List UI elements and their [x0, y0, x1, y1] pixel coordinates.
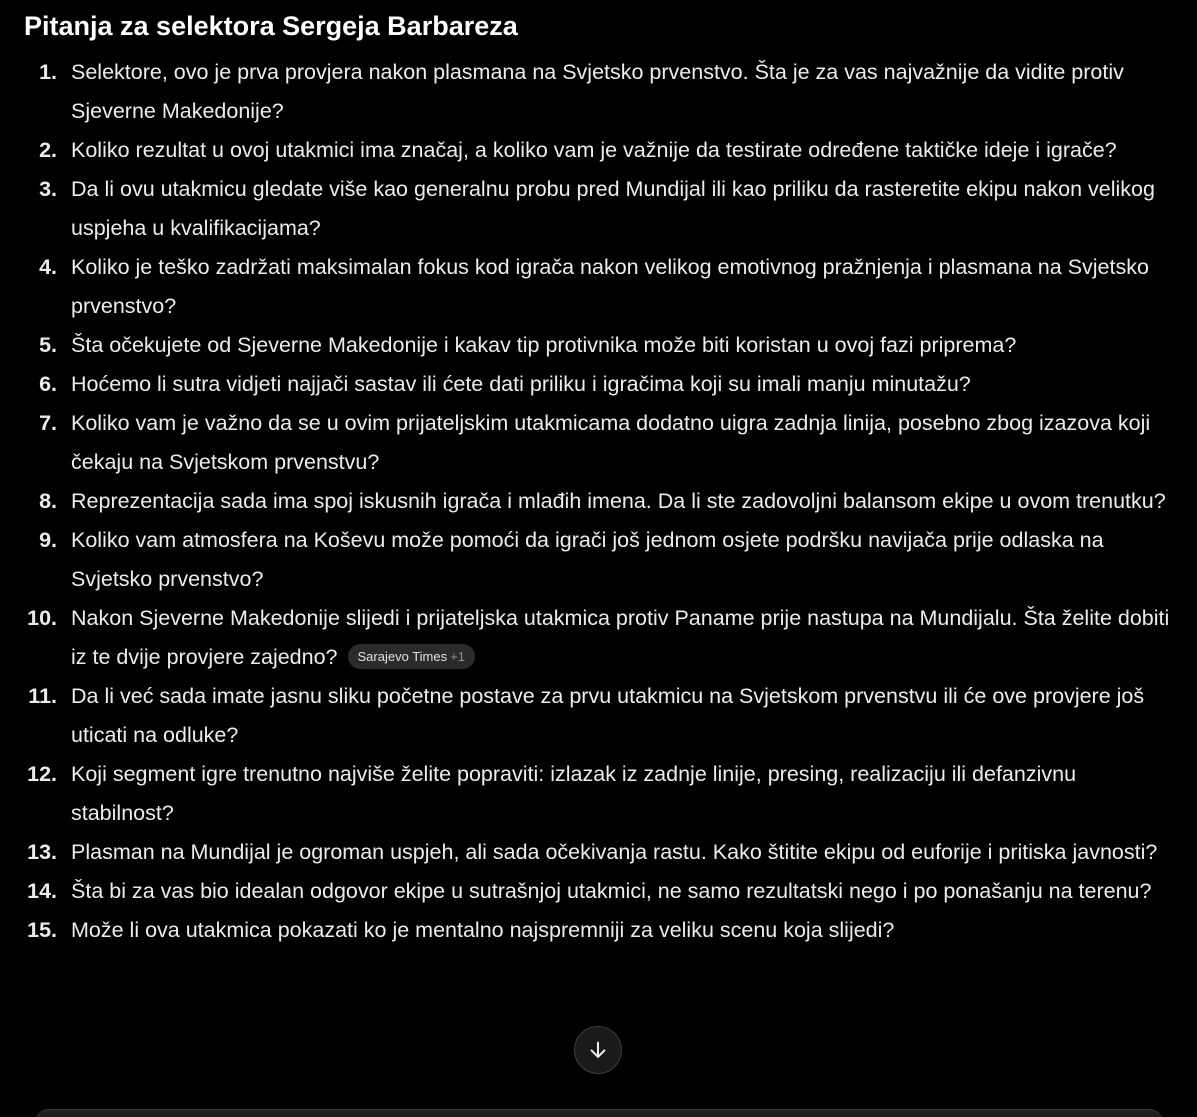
list-item-number: 2.	[39, 138, 57, 162]
list-item	[0, 521, 1197, 599]
list-item-number: 12.	[27, 762, 57, 786]
message-heading: Pitanja za selektora Sergeja Barbareza	[24, 11, 518, 41]
list-item-text: Može li ova utakmica pokazati ko je mentalno najspremniji za veliku scenu koja slijedi?	[71, 918, 895, 942]
list-item-text: Da li ovu utakmicu gledate više kao generalnu probu pred Mundijal ili kao priliku da rasteretite ekipu nakon velikog uspjeha u kvalifikacijama?	[71, 177, 1155, 240]
list-item-text: Da li već sada imate jasnu sliku početne postave za prvu utakmicu na Svjetskom prvenstvu ili će ove provjere još uticati na odluke?	[71, 684, 1145, 747]
list-item-number: 9.	[39, 528, 57, 552]
list-item	[0, 170, 1197, 248]
list-item	[0, 365, 1197, 404]
list-item-text: Koliko rezultat u ovoj utakmici ima značaj, a koliko vam je važnije da testirate određene taktičke ideje i igrače?	[71, 138, 1117, 162]
list-item-text: Nakon Sjeverne Makedonije slijedi i prijateljska utakmica protiv Paname prije nastupa na Mundijalu. Šta želite dobiti iz te dvije provjere zajedno?	[71, 606, 1170, 669]
list-item-number: 7.	[39, 411, 57, 435]
list-item-number: 14.	[27, 879, 57, 903]
list-item	[0, 131, 1197, 170]
list-item-number: 3.	[39, 177, 57, 201]
list-item-text: Plasman na Mundijal je ogroman uspjeh, ali sada očekivanja rastu. Kako štitite ekipu od euforije i pritiska javnosti?	[71, 840, 1158, 864]
list-item-number: 5.	[39, 333, 57, 357]
arrow-down-icon	[587, 1039, 609, 1061]
list-item	[0, 677, 1197, 755]
scroll-to-bottom-button[interactable]	[574, 1026, 622, 1074]
citation-count: +1	[450, 648, 465, 664]
list-item-text: Koliko vam atmosfera na Koševu može pomoći da igrači još jednom osjete podršku navijača prije odlaska na Svjetsko prvenstvo?	[71, 528, 1104, 591]
list-item	[0, 404, 1197, 482]
list-item	[0, 911, 1197, 950]
list-item-text: Šta očekujete od Sjeverne Makedonije i kakav tip protivnika može biti koristan u ovoj fazi priprema?	[71, 333, 1017, 357]
list-item	[0, 755, 1197, 833]
citation-pill[interactable]	[348, 644, 475, 669]
list-item-number: 8.	[39, 489, 57, 513]
list-item-number: 1.	[39, 60, 57, 84]
list-item-text: Hoćemo li sutra vidjeti najjači sastav ili ćete dati priliku i igračima koji su imali manju minutažu?	[71, 372, 971, 396]
list-item-number: 11.	[28, 684, 57, 708]
list-item-text: Koji segment igre trenutno najviše želite popraviti: izlazak iz zadnje linije, presing, realizaciju ili defanzivnu stabilnost?	[71, 762, 1077, 825]
list-item-number: 15.	[27, 918, 57, 942]
message-composer[interactable]	[34, 1109, 1164, 1117]
list-item	[0, 482, 1197, 521]
list-item	[0, 53, 1197, 131]
list-item-number: 6.	[39, 372, 57, 396]
list-item-text: Koliko je teško zadržati maksimalan fokus kod igrača nakon velikog emotivnog pražnjenja i plasmana na Svjetsko prvenstvo?	[71, 255, 1149, 318]
questions-list	[0, 53, 1197, 950]
list-item	[0, 833, 1197, 872]
list-item-number: 4.	[39, 255, 57, 279]
list-item	[0, 599, 1197, 677]
list-item-text: Reprezentacija sada ima spoj iskusnih igrača i mlađih imena. Da li ste zadovoljni balansom ekipe u ovom trenutku?	[71, 489, 1166, 513]
list-item-text: Koliko vam je važno da se u ovim prijateljskim utakmicama dodatno uigra zadnja linija, posebno zbog izazova koji čekaju na Svjetskom prvenstvu?	[71, 411, 1151, 474]
citation-source: Sarajevo Times	[357, 648, 448, 664]
list-item	[0, 326, 1197, 365]
list-item-text: Selektore, ovo je prva provjera nakon plasmana na Svjetsko prvenstvo. Šta je za vas najvažnije da vidite protiv Sjeverne Makedonije?	[71, 60, 1124, 123]
list-item-text: Šta bi za vas bio idealan odgovor ekipe u sutrašnjoj utakmici, ne samo rezultatski nego i po ponašanju na terenu?	[71, 879, 1152, 903]
list-item	[0, 248, 1197, 326]
list-item-number: 13.	[27, 840, 57, 864]
list-item	[0, 872, 1197, 911]
list-item-number: 10.	[27, 606, 57, 630]
